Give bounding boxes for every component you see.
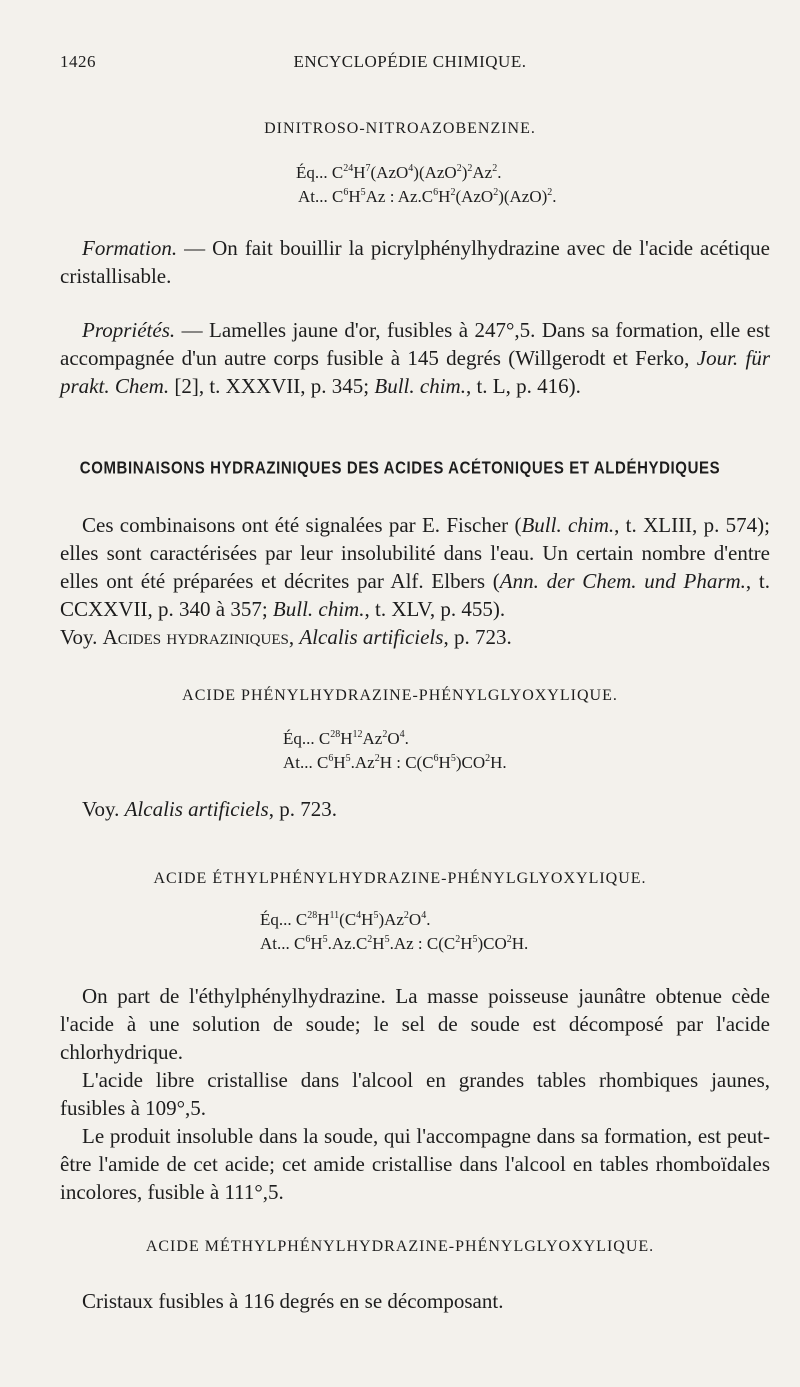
body-text: , t. CCXXVII, p. 340 à 357;	[60, 569, 770, 621]
formula-at-4: At... $C^6H^5.Az.C^2H^5.Az$ : $C(C^2H^5)CO^2H$.	[260, 934, 529, 953]
journal-ref: Bull. chim.	[272, 597, 365, 621]
body-text: On part de l'éthylphénylhydrazine. La masse poisseuse jaunâtre obtenue cède l'acide à une solution de soude; le sel de soude est décomposé par l'acide chlorhydrique.	[60, 984, 770, 1064]
formula-eq-4: Éq... $C^{28}H^{11}(C^4H^5)Az^2O^4$.	[260, 910, 431, 929]
formation-label: Formation.	[82, 236, 178, 260]
proprietes-text: — Lamelles jaune d'or, fusibles à 247°,5. Dans sa formation, elle est accompagnée d'un autre corps fusible à 145 degrés (Willgerodt et Ferko,	[60, 318, 770, 370]
formula-label: At...	[260, 934, 290, 953]
section-title-ethylphenylhydrazine: ACIDE ÉTHYLPHÉNYLHYDRAZINE-PHÉNYLGLYOXYLIQUE.	[153, 870, 647, 887]
section-title-dinitroso: DINITROSO-NITROAZOBENZINE.	[264, 120, 536, 137]
paragraph-formation	[60, 234, 770, 290]
formula-label: At...	[283, 753, 313, 772]
proprietes-text: [2], t. XXXVII, p. 345;	[169, 374, 375, 398]
formula-at-1: At... $C^6H^5Az$ : $Az.C^6H^2(AzO^2)(AzO)^2$.	[298, 187, 557, 206]
paragraph-ethyl	[60, 982, 770, 1206]
voy-label: Voy.	[82, 797, 125, 821]
formula-label: Éq...	[283, 729, 315, 748]
formula-eq-3: Éq... $C^{28}H^{12}Az^2O^4$.	[283, 729, 409, 748]
page-number: 1426	[60, 52, 96, 71]
body-text: , t. XLIII, p. 574); elles sont caractérisées par leur insolubilité dans l'eau. Un certain nombre d'entre elles ont été préparées et décrites par Alf. Elbers (	[60, 513, 771, 593]
formula-label: Éq...	[296, 163, 328, 182]
formation-text: — On fait bouillir la picrylphénylhydrazine avec de l'acide acétique cristallisable.	[60, 236, 770, 288]
formula-label: Éq...	[260, 910, 292, 929]
body-text: Le produit insoluble dans la soude, qui l'accompagne dans sa formation, est peut-être l'amide de cet acide; cet amide cristallise dans l'alcool en tables rhomboïdales incolores, fusible à 111°,5.	[60, 1124, 770, 1204]
formula-label: At...	[298, 187, 328, 206]
proprietes-text: , t. L, p. 416).	[465, 374, 581, 398]
cross-reference: Acides hydraziniques	[102, 625, 289, 649]
section-title-phenylhydrazine: ACIDE PHÉNYLHYDRAZINE-PHÉNYLGLYOXYLIQUE.	[182, 687, 618, 704]
journal-ref: Jour. für prakt. Chem.	[60, 346, 770, 398]
proprietes-label: Propriétés.	[82, 318, 176, 342]
page-ref: , p. 723.	[268, 797, 337, 821]
formula-eq-1: Éq... $C^{24}H^7(AzO^4)(AzO^2)^2Az^2$.	[296, 163, 502, 182]
separator: ,	[288, 625, 300, 649]
running-title: ENCYCLOPÉDIE CHIMIQUE.	[293, 52, 527, 71]
journal-ref: Bull. chim.	[521, 513, 615, 537]
section-title-combinaisons: COMBINAISONS HYDRAZINIQUES DES ACIDES ACÉTONIQUES ET ALDÉHYDIQUES	[79, 458, 721, 479]
formula-at-3: At... $C^6H^5.Az^2H$ : $C(C^6H^5)CO^2H$.	[283, 753, 507, 772]
journal-ref: Bull. chim.	[374, 374, 466, 398]
page-header	[60, 52, 760, 78]
body-text: Ces combinaisons ont été signalées par E. Fischer (	[82, 513, 522, 537]
section-title-methylphenylhydrazine: ACIDE MÉTHYLPHÉNYLHYDRAZINE-PHÉNYLGLYOXYLIQUE.	[145, 1238, 655, 1255]
journal-ref: Ann. der Chem. und Pharm.	[499, 569, 746, 593]
cross-reference: Alcalis artificiels	[124, 797, 269, 821]
body-text: Cristaux fusibles à 116 degrés en se décomposant.	[82, 1289, 504, 1313]
cross-reference: Alcalis artificiels	[299, 625, 444, 649]
voy-label: Voy.	[60, 625, 103, 649]
body-text: , t. XLV, p. 455).	[364, 597, 506, 621]
paragraph-combinaisons	[60, 511, 770, 651]
body-text: L'acide libre cristallise dans l'alcool en grandes tables rhombiques jaunes, fusibles à 109°,5.	[60, 1068, 770, 1120]
page-ref: , p. 723.	[443, 625, 512, 649]
paragraph-proprietes	[60, 316, 770, 400]
paragraph-methyl	[60, 1287, 770, 1315]
paragraph-voy-3	[60, 795, 770, 823]
